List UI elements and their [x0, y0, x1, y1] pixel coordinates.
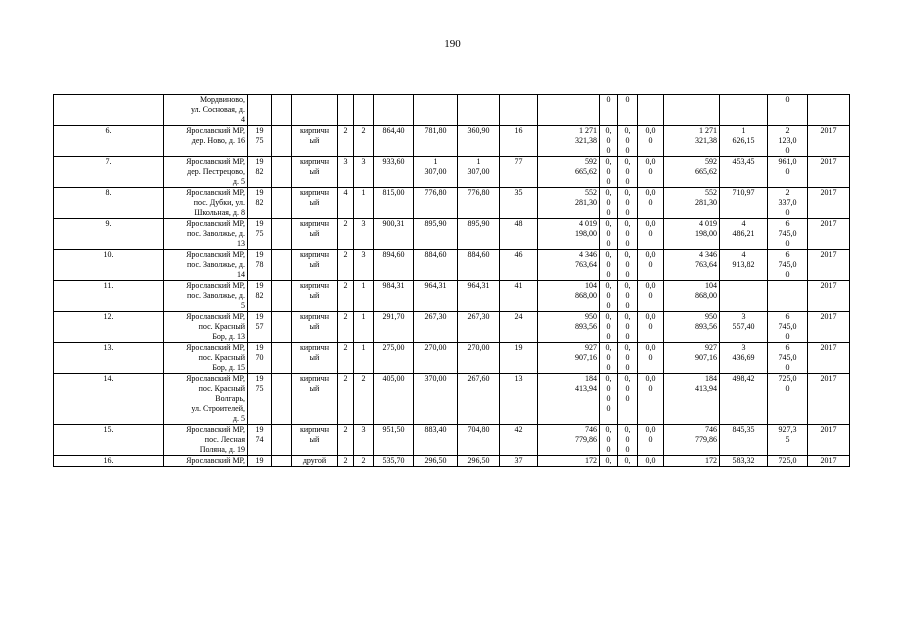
cell-f6: 6 745,0 0 — [768, 219, 808, 250]
cell-area-total: 894,60 — [374, 250, 414, 281]
cell-entrances: 3 — [354, 425, 374, 456]
cell-f3 — [638, 95, 664, 126]
cell-address: Ярославский МР, дер. Пестрецово, д. 5 — [164, 157, 248, 188]
cell-f2: 0, 0 0 — [618, 188, 638, 219]
cell-material: кирпичн ый — [292, 343, 338, 374]
cell-material: кирпичн ый — [292, 219, 338, 250]
cell-year: 19 70 — [248, 343, 272, 374]
cell-floors: 2 — [338, 425, 354, 456]
cell-f6 — [768, 281, 808, 312]
cell-area-b: 704,80 — [458, 425, 500, 456]
cell-area-a — [414, 95, 458, 126]
cell-entrances: 3 — [354, 219, 374, 250]
cell-address: Ярославский МР, пос. Красный Бор, д. 15 — [164, 343, 248, 374]
table-row — [54, 219, 850, 250]
cell-material: кирпичн ый — [292, 312, 338, 343]
cell-year: 19 75 — [248, 126, 272, 157]
cell-no: 8. — [54, 188, 164, 219]
cell-entrances: 3 — [354, 250, 374, 281]
cell-f2: 0, 0 0 — [618, 312, 638, 343]
cell-area-a: 370,00 — [414, 374, 458, 425]
cell-cost-total — [538, 95, 600, 126]
cell-floors: 2 — [338, 374, 354, 425]
cell-year-done: 2017 — [808, 126, 850, 157]
cell-f6: 927,3 5 — [768, 425, 808, 456]
cell-f3: 0,0 0 — [638, 250, 664, 281]
cell-c3 — [272, 95, 292, 126]
cell-cost-total: 104 868,00 — [538, 281, 600, 312]
cell-residents: 16 — [500, 126, 538, 157]
cell-material: кирпичн ый — [292, 374, 338, 425]
cell-area-b: 1 307,00 — [458, 157, 500, 188]
cell-year-done: 2017 — [808, 157, 850, 188]
cell-cost-total: 1 271 321,38 — [538, 126, 600, 157]
cell-year: 19 75 — [248, 374, 272, 425]
cell-area-total — [374, 95, 414, 126]
cell-no: 16. — [54, 456, 164, 467]
cell-material: кирпичн ый — [292, 157, 338, 188]
cell-area-total: 900,31 — [374, 219, 414, 250]
cell-no: 15. — [54, 425, 164, 456]
cell-f5: 4 486,21 — [720, 219, 768, 250]
cell-material — [292, 95, 338, 126]
cell-area-b: 360,90 — [458, 126, 500, 157]
cell-address: Ярославский МР, дер. Ново, д. 16 — [164, 126, 248, 157]
cell-f5: 3 436,69 — [720, 343, 768, 374]
cell-c3 — [272, 281, 292, 312]
cell-area-total: 864,40 — [374, 126, 414, 157]
cell-material: кирпичн ый — [292, 425, 338, 456]
cell-no: 6. — [54, 126, 164, 157]
cell-year-done: 2017 — [808, 250, 850, 281]
cell-year: 19 74 — [248, 425, 272, 456]
table-row — [54, 312, 850, 343]
cell-residents: 35 — [500, 188, 538, 219]
cell-c3 — [272, 312, 292, 343]
cell-f2: 0, 0 0 — [618, 374, 638, 425]
cell-area-a: 964,31 — [414, 281, 458, 312]
cell-f3: 0,0 — [638, 456, 664, 467]
cell-f4: 4 019 198,00 — [664, 219, 720, 250]
table-row — [54, 425, 850, 456]
cell-cost-total: 184 413,94 — [538, 374, 600, 425]
cell-year-done: 2017 — [808, 456, 850, 467]
page-number: 190 — [444, 38, 461, 50]
cell-floors: 2 — [338, 250, 354, 281]
cell-area-total: 535,70 — [374, 456, 414, 467]
cell-f3: 0,0 0 — [638, 188, 664, 219]
cell-c3 — [272, 343, 292, 374]
cell-f1: 0, 0 0 — [600, 188, 618, 219]
cell-f4: 1 271 321,38 — [664, 126, 720, 157]
cell-f5: 453,45 — [720, 157, 768, 188]
cell-area-total: 275,00 — [374, 343, 414, 374]
cell-f2: 0, 0 0 — [618, 343, 638, 374]
cell-f3: 0,0 0 — [638, 126, 664, 157]
cell-residents: 41 — [500, 281, 538, 312]
housing-registry-table — [53, 94, 850, 467]
cell-f6: 2 337,0 0 — [768, 188, 808, 219]
cell-year-done: 2017 — [808, 425, 850, 456]
cell-year: 19 82 — [248, 281, 272, 312]
cell-year-done: 2017 — [808, 343, 850, 374]
cell-c3 — [272, 425, 292, 456]
cell-area-a: 267,30 — [414, 312, 458, 343]
cell-entrances: 1 — [354, 281, 374, 312]
cell-floors: 2 — [338, 126, 354, 157]
cell-f3: 0,0 0 — [638, 219, 664, 250]
cell-f1: 0, 0 0 — [600, 343, 618, 374]
cell-f6: 6 745,0 0 — [768, 343, 808, 374]
cell-floors: 3 — [338, 157, 354, 188]
cell-cost-total: 592 665,62 — [538, 157, 600, 188]
cell-entrances: 1 — [354, 188, 374, 219]
cell-f1: 0, 0 0 — [600, 219, 618, 250]
cell-floors: 2 — [338, 343, 354, 374]
cell-f2: 0, — [618, 456, 638, 467]
cell-residents — [500, 95, 538, 126]
cell-year: 19 82 — [248, 188, 272, 219]
cell-area-a: 895,90 — [414, 219, 458, 250]
cell-f1: 0, 0 0 — [600, 425, 618, 456]
cell-area-a: 776,80 — [414, 188, 458, 219]
cell-year: 19 75 — [248, 219, 272, 250]
cell-f4: 950 893,56 — [664, 312, 720, 343]
cell-year: 19 — [248, 456, 272, 467]
cell-area-total: 405,00 — [374, 374, 414, 425]
cell-f1: 0, 0 0 — [600, 250, 618, 281]
cell-residents: 77 — [500, 157, 538, 188]
cell-floors: 2 — [338, 219, 354, 250]
cell-no: 9. — [54, 219, 164, 250]
cell-c3 — [272, 456, 292, 467]
cell-f3: 0,0 0 — [638, 374, 664, 425]
cell-floors: 2 — [338, 456, 354, 467]
cell-address: Мордвиново, ул. Сосновая, д. 4 — [164, 95, 248, 126]
cell-address: Ярославский МР, пос. Заволжье, д. 14 — [164, 250, 248, 281]
cell-address: Ярославский МР, пос. Лесная Поляна, д. 19 — [164, 425, 248, 456]
cell-f1: 0, 0 0 — [600, 157, 618, 188]
cell-address: Ярославский МР, — [164, 456, 248, 467]
cell-year-done: 2017 — [808, 188, 850, 219]
cell-f5: 583,32 — [720, 456, 768, 467]
cell-year-done: 2017 — [808, 374, 850, 425]
cell-f4: 172 — [664, 456, 720, 467]
cell-f5: 710,97 — [720, 188, 768, 219]
cell-f6: 6 745,0 0 — [768, 312, 808, 343]
cell-area-total: 984,31 — [374, 281, 414, 312]
cell-cost-total: 552 281,30 — [538, 188, 600, 219]
cell-f6: 0 — [768, 95, 808, 126]
cell-address: Ярославский МР, пос. Заволжье, д. 13 — [164, 219, 248, 250]
cell-area-a: 1 307,00 — [414, 157, 458, 188]
cell-f3: 0,0 0 — [638, 157, 664, 188]
cell-entrances: 2 — [354, 374, 374, 425]
cell-address: Ярославский МР, пос. Красный Бор, д. 13 — [164, 312, 248, 343]
cell-f5: 845,35 — [720, 425, 768, 456]
cell-f3: 0,0 0 — [638, 312, 664, 343]
cell-no: 12. — [54, 312, 164, 343]
cell-year — [248, 95, 272, 126]
table-row — [54, 343, 850, 374]
cell-floors: 2 — [338, 281, 354, 312]
cell-entrances: 3 — [354, 157, 374, 188]
cell-entrances: 2 — [354, 126, 374, 157]
cell-year-done: 2017 — [808, 219, 850, 250]
cell-area-total: 951,50 — [374, 425, 414, 456]
cell-area-a: 883,40 — [414, 425, 458, 456]
cell-f3: 0,0 0 — [638, 343, 664, 374]
cell-no: 7. — [54, 157, 164, 188]
cell-floors: 2 — [338, 312, 354, 343]
cell-year: 19 82 — [248, 157, 272, 188]
cell-area-b: 895,90 — [458, 219, 500, 250]
cell-area-a: 781,80 — [414, 126, 458, 157]
cell-f6: 725,0 — [768, 456, 808, 467]
cell-f3: 0,0 0 — [638, 425, 664, 456]
cell-residents: 46 — [500, 250, 538, 281]
cell-c3 — [272, 219, 292, 250]
cell-f4: 592 665,62 — [664, 157, 720, 188]
cell-f2: 0, 0 0 — [618, 281, 638, 312]
cell-f2: 0, 0 0 — [618, 157, 638, 188]
cell-entrances: 2 — [354, 456, 374, 467]
cell-f4: 184 413,94 — [664, 374, 720, 425]
cell-f5: 4 913,82 — [720, 250, 768, 281]
cell-floors: 4 — [338, 188, 354, 219]
cell-residents: 37 — [500, 456, 538, 467]
cell-area-total: 933,60 — [374, 157, 414, 188]
cell-c3 — [272, 126, 292, 157]
cell-material: кирпичн ый — [292, 281, 338, 312]
cell-c3 — [272, 157, 292, 188]
cell-address: Ярославский МР, пос. Дубки, ул. Школьная, д. 8 — [164, 188, 248, 219]
cell-cost-total: 4 346 763,64 — [538, 250, 600, 281]
cell-f1: 0, 0 0 — [600, 312, 618, 343]
cell-f4: 927 907,16 — [664, 343, 720, 374]
cell-area-b: 884,60 — [458, 250, 500, 281]
cell-f1: 0, — [600, 456, 618, 467]
cell-area-total: 815,00 — [374, 188, 414, 219]
cell-cost-total: 950 893,56 — [538, 312, 600, 343]
cell-f2: 0, 0 0 — [618, 425, 638, 456]
cell-f6: 725,0 0 — [768, 374, 808, 425]
cell-f2: 0, 0 0 — [618, 219, 638, 250]
cell-area-a: 270,00 — [414, 343, 458, 374]
table-row — [54, 250, 850, 281]
cell-c3 — [272, 188, 292, 219]
cell-f1: 0, 0 0 — [600, 126, 618, 157]
cell-area-b: 776,80 — [458, 188, 500, 219]
cell-f2: 0, 0 0 — [618, 126, 638, 157]
cell-entrances: 1 — [354, 312, 374, 343]
cell-area-b: 270,00 — [458, 343, 500, 374]
cell-f6: 6 745,0 0 — [768, 250, 808, 281]
cell-material: кирпичн ый — [292, 250, 338, 281]
cell-f3: 0,0 0 — [638, 281, 664, 312]
cell-f2: 0 — [618, 95, 638, 126]
cell-f5: 1 626,15 — [720, 126, 768, 157]
cell-f5: 498,42 — [720, 374, 768, 425]
cell-f1: 0 — [600, 95, 618, 126]
table-row — [54, 157, 850, 188]
cell-f6: 2 123,0 0 — [768, 126, 808, 157]
cell-f6: 961,0 0 — [768, 157, 808, 188]
table-row — [54, 456, 850, 467]
cell-no — [54, 95, 164, 126]
cell-f2: 0, 0 0 — [618, 250, 638, 281]
cell-f5 — [720, 281, 768, 312]
cell-f4: 4 346 763,64 — [664, 250, 720, 281]
cell-residents: 24 — [500, 312, 538, 343]
cell-year-done — [808, 95, 850, 126]
cell-address: Ярославский МР, пос. Заволжье, д. 5 — [164, 281, 248, 312]
cell-no: 10. — [54, 250, 164, 281]
cell-cost-total: 746 779,86 — [538, 425, 600, 456]
cell-area-b: 267,30 — [458, 312, 500, 343]
cell-address: Ярославский МР, пос. Красный Волгарь, ул. Строителей, д. 5 — [164, 374, 248, 425]
cell-no: 11. — [54, 281, 164, 312]
table-row — [54, 188, 850, 219]
cell-f1: 0, 0 0 0 — [600, 374, 618, 425]
table-row — [54, 126, 850, 157]
cell-area-total: 291,70 — [374, 312, 414, 343]
cell-material: кирпичн ый — [292, 188, 338, 219]
cell-cost-total: 927 907,16 — [538, 343, 600, 374]
cell-f4: 552 281,30 — [664, 188, 720, 219]
cell-c3 — [272, 250, 292, 281]
cell-cost-total: 172 — [538, 456, 600, 467]
cell-residents: 48 — [500, 219, 538, 250]
cell-material: кирпичн ый — [292, 126, 338, 157]
cell-f5: 3 557,40 — [720, 312, 768, 343]
table-row — [54, 95, 850, 126]
cell-f5 — [720, 95, 768, 126]
cell-residents: 19 — [500, 343, 538, 374]
cell-area-a: 296,50 — [414, 456, 458, 467]
cell-f4: 746 779,86 — [664, 425, 720, 456]
table-row — [54, 374, 850, 425]
cell-c3 — [272, 374, 292, 425]
cell-year: 19 57 — [248, 312, 272, 343]
cell-f4 — [664, 95, 720, 126]
cell-residents: 42 — [500, 425, 538, 456]
cell-entrances — [354, 95, 374, 126]
cell-no: 13. — [54, 343, 164, 374]
cell-year-done: 2017 — [808, 312, 850, 343]
cell-residents: 13 — [500, 374, 538, 425]
cell-f4: 104 868,00 — [664, 281, 720, 312]
cell-area-b: 296,50 — [458, 456, 500, 467]
cell-area-a: 884,60 — [414, 250, 458, 281]
cell-year-done: 2017 — [808, 281, 850, 312]
cell-area-b: 964,31 — [458, 281, 500, 312]
cell-area-b — [458, 95, 500, 126]
cell-f1: 0, 0 0 — [600, 281, 618, 312]
cell-floors — [338, 95, 354, 126]
cell-area-b: 267,60 — [458, 374, 500, 425]
cell-no: 14. — [54, 374, 164, 425]
cell-material: другой — [292, 456, 338, 467]
cell-year: 19 78 — [248, 250, 272, 281]
table-row — [54, 281, 850, 312]
cell-entrances: 1 — [354, 343, 374, 374]
cell-cost-total: 4 019 198,00 — [538, 219, 600, 250]
